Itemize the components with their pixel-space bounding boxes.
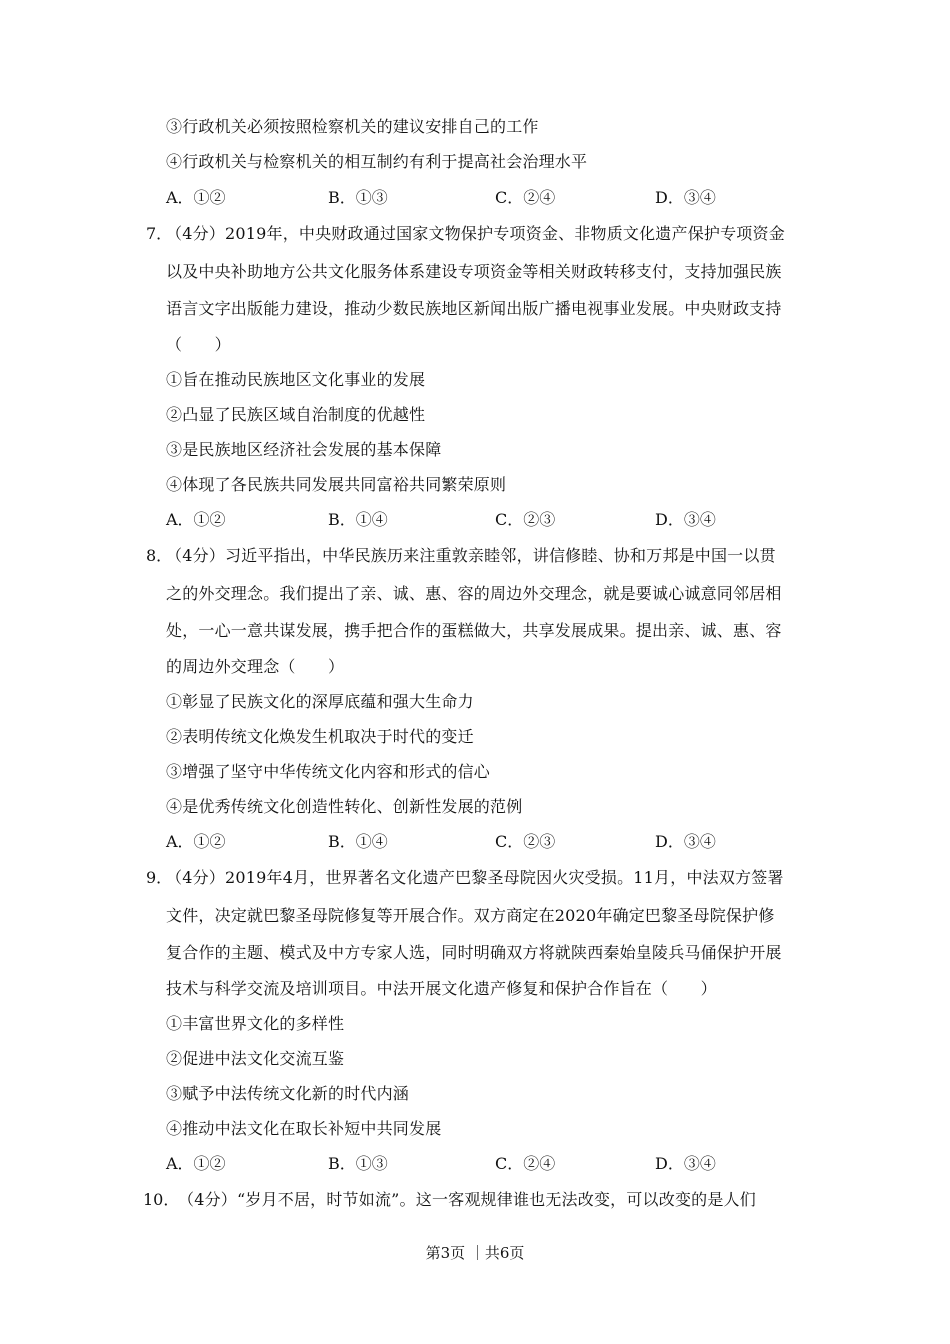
question-text: （4分）习近平指出，中华民族历来注重敦亲睦邻，讲信修睦、协和万邦是中国一以贯 [166,546,776,565]
option-a: A．①② [166,188,226,207]
option-d: D．③④ [655,832,716,851]
statement: ④行政机关与检察机关的相互制约有利于提高社会治理水平 [166,152,588,171]
question-text: 复合作的主题、模式及中方专家人选，同时明确双方将就陕西秦始皇陵兵马俑保护开展 [166,943,782,962]
statement: ①丰富世界文化的多样性 [166,1014,345,1033]
statement: ①彰显了民族文化的深厚底蕴和强大生命力 [166,692,474,711]
option-c: C．②④ [495,1154,556,1173]
option-d: D．③④ [655,510,716,529]
option-a: A．①② [166,832,226,851]
option-c: C．②③ [495,832,556,851]
option-c: C．②③ [495,510,556,529]
question-number: 8． [146,546,173,565]
option-a: A．①② [166,1154,226,1173]
statement: ④体现了各民族共同发展共同富裕共同繁荣原则 [166,475,507,494]
question-text: （4分）2019年4月，世界著名文化遗产巴黎圣母院因火灾受损。11月，中法双方签署 [166,868,784,887]
option-d: D．③④ [655,1154,716,1173]
statement: ③增强了坚守中华传统文化内容和形式的信心 [166,762,491,781]
option-b: B．①④ [328,510,388,529]
option-b: B．①③ [328,188,388,207]
question-text: 语言文字出版能力建设，推动少数民族地区新闻出版广播电视事业发展。中央财政支持 [166,299,782,318]
statement: ③行政机关必须按照检察机关的建议安排自己的工作 [166,117,539,136]
option-c: C．②④ [495,188,556,207]
statement: ③是民族地区经济社会发展的基本保障 [166,440,442,459]
option-a: A．①② [166,510,226,529]
question-number: 10． [143,1190,180,1209]
option-d: D．③④ [655,188,716,207]
statement: ④推动中法文化在取长补短中共同发展 [166,1119,442,1138]
question-text: 文件，决定就巴黎圣母院修复等开展合作。双方商定在2020年确定巴黎圣母院保护修 [166,906,775,925]
statement: ④是优秀传统文化创造性转化、创新性发展的范例 [166,797,523,816]
statement: ②促进中法文化交流互鉴 [166,1049,345,1068]
question-text: 以及中央补助地方公共文化服务体系建设专项资金等相关财政转移支付，支持加强民族 [166,262,782,281]
question-text: （4分）“岁月不居，时节如流”。这一客观规律谁也无法改变，可以改变的是人们 [178,1190,756,1209]
answer-blank: （ ） [166,335,231,354]
statement: ①旨在推动民族地区文化事业的发展 [166,370,426,389]
question-text: 的周边外交理念（ ） [166,657,345,676]
question-number: 9． [146,868,173,887]
statement: ③赋予中法传统文化新的时代内涵 [166,1084,410,1103]
option-b: B．①④ [328,832,388,851]
question-text: （4分）2019年，中央财政通过国家文物保护专项资金、非物质文化遗产保护专项资金 [166,224,785,243]
page-footer: 第3页 ｜共6页 [425,1244,525,1262]
question-text: 处，一心一意共谋发展，携手把合作的蛋糕做大，共享发展成果。提出亲、诚、惠、容 [166,621,782,640]
question-number: 7． [146,224,173,243]
question-text: 技术与科学交流及培训项目。中法开展文化遗产修复和保护合作旨在（ ） [166,979,717,998]
option-b: B．①③ [328,1154,388,1173]
statement: ②表明传统文化焕发生机取决于时代的变迁 [166,727,474,746]
statement: ②凸显了民族区域自治制度的优越性 [166,405,426,424]
question-text: 之的外交理念。我们提出了亲、诚、惠、容的周边外交理念，就是要诚心诚意同邻居相 [166,584,782,603]
